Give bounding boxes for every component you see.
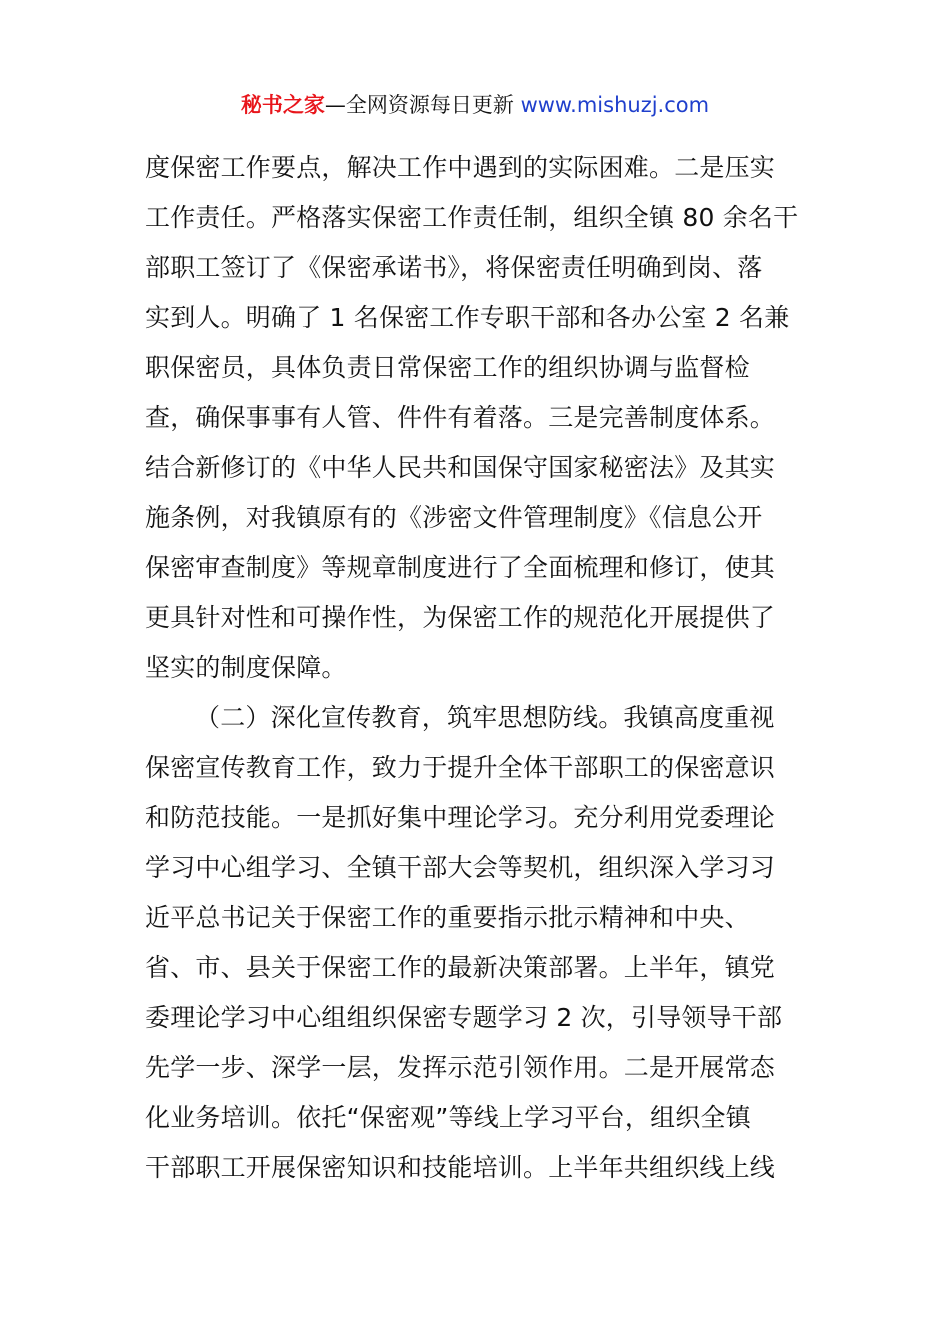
- text-line: 化业务培训。依托“保密观”等线上学习平台，组织全镇: [145, 1103, 751, 1132]
- text-line: 实到人。明确了 1 名保密工作专职干部和各办公室 2 名兼: [145, 303, 790, 332]
- text-line: 干部职工开展保密知识和技能培训。上半年共组织线上线: [145, 1153, 776, 1182]
- text-line: 委理论学习中心组组织保密专题学习 2 次，引导领导干部: [145, 1003, 783, 1032]
- body-text: [145, 143, 810, 1193]
- text-line: 保密宣传教育工作，致力于提升全体干部职工的保密意识: [145, 753, 776, 782]
- text-line: 保密审查制度》等规章制度进行了全面梳理和修订，使其: [145, 553, 776, 582]
- text-line: 度保密工作要点，解决工作中遇到的实际困难。二是压实: [145, 153, 776, 182]
- header-tagline: —全网资源每日更新: [324, 93, 521, 117]
- text-line: 结合新修订的《中华人民共和国保守国家秘密法》及其实: [145, 453, 776, 482]
- text-line: 坚实的制度保障。: [145, 653, 347, 682]
- section-heading-line: （二）深化宣传教育，筑牢思想防线。我镇高度重视: [195, 703, 775, 732]
- text-line: 更具针对性和可操作性，为保密工作的规范化开展提供了: [145, 603, 776, 632]
- text-line: 部职工签订了《保密承诺书》，将保密责任明确到岗、落: [145, 253, 763, 282]
- text-line: 工作责任。严格落实保密工作责任制，组织全镇 80 余名干: [145, 203, 799, 232]
- text-line: 学习中心组学习、全镇干部大会等契机，组织深入学习习: [145, 853, 776, 882]
- text-line: 先学一步、深学一层，发挥示范引领作用。二是开展常态: [145, 1053, 776, 1082]
- text-line: 和防范技能。一是抓好集中理论学习。充分利用党委理论: [145, 803, 776, 832]
- text-line: 省、市、县关于保密工作的最新决策部署。上半年，镇党: [145, 953, 776, 982]
- header-url-link[interactable]: www.mishuzj.com: [520, 93, 710, 117]
- text-line: 查，确保事事有人管、件件有着落。三是完善制度体系。: [145, 403, 776, 432]
- page-header: [0, 88, 950, 122]
- text-line: 施条例，对我镇原有的《涉密文件管理制度》《信息公开: [145, 503, 763, 532]
- text-line: 近平总书记关于保密工作的重要指示批示精神和中央、: [145, 903, 750, 932]
- text-line: 职保密员，具体负责日常保密工作的组织协调与监督检: [145, 353, 750, 382]
- brand-name: 秘书之家: [240, 93, 325, 117]
